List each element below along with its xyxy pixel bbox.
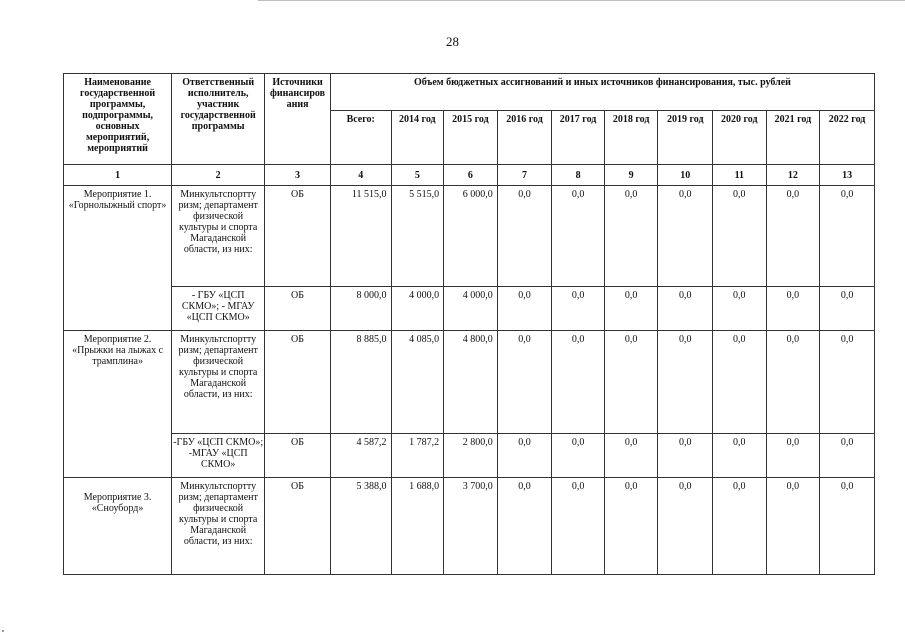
value-year: 0,0 xyxy=(658,186,713,287)
value-year: 0,0 xyxy=(497,433,552,477)
header-year: 2021 год xyxy=(766,111,820,165)
value-year: 4 000,0 xyxy=(444,287,498,331)
value-year: 5 515,0 xyxy=(391,186,444,287)
event-name: Мероприятие 1. «Горнолыжный спорт» xyxy=(64,186,172,331)
column-number: 9 xyxy=(604,165,658,186)
header-funding-source: Источники финансиров ания xyxy=(265,74,331,165)
column-number: 3 xyxy=(265,165,331,186)
value-total: 8 000,0 xyxy=(330,287,391,331)
event-name: Мероприятие 3. «Сноуборд» xyxy=(64,477,172,574)
value-year: 0,0 xyxy=(497,477,552,574)
header-year: 2014 год xyxy=(391,111,444,165)
column-number: 10 xyxy=(658,165,713,186)
executor: - ГБУ «ЦСП СКМО»; - МГАУ «ЦСП СКМО» xyxy=(172,287,265,331)
value-year: 0,0 xyxy=(713,287,767,331)
table-row xyxy=(64,186,875,287)
header-year: 2020 год xyxy=(713,111,767,165)
column-number: 1 xyxy=(64,165,172,186)
value-year: 0,0 xyxy=(552,287,605,331)
page-number: 28 xyxy=(446,34,459,49)
header-executor: Ответственный исполнитель, участник государственной программы xyxy=(172,74,265,165)
value-year: 0,0 xyxy=(658,331,713,433)
value-year: 1 688,0 xyxy=(391,477,444,574)
executor: Минкультспортту ризм; департамент физической культуры и спорта Магаданской области, из них: xyxy=(172,331,265,433)
value-year: 0,0 xyxy=(766,287,820,331)
executor: -ГБУ «ЦСП СКМО»; -МГАУ «ЦСП СКМО» xyxy=(172,433,265,477)
value-year: 0,0 xyxy=(658,287,713,331)
value-year: 0,0 xyxy=(820,433,875,477)
funding-source: ОБ xyxy=(265,433,331,477)
header-year: 2016 год xyxy=(497,111,552,165)
header-program-name: Наименование государственной программы, подпрограммы, основных мероприятий, мероприятий xyxy=(64,74,172,165)
header-year: 2018 год xyxy=(604,111,658,165)
column-number: 4 xyxy=(330,165,391,186)
header-year: 2017 год xyxy=(552,111,605,165)
scan-speck xyxy=(2,630,4,632)
value-year: 0,0 xyxy=(552,331,605,433)
value-year: 0,0 xyxy=(604,477,658,574)
value-year: 0,0 xyxy=(552,477,605,574)
value-year: 0,0 xyxy=(713,186,767,287)
budget-table xyxy=(63,73,875,575)
executor: Минкультспортту ризм; департамент физической культуры и спорта Магаданской области, из них: xyxy=(172,477,265,574)
value-year: 4 800,0 xyxy=(444,331,498,433)
value-year: 3 700,0 xyxy=(444,477,498,574)
executor: Минкультспортту ризм; департамент физической культуры и спорта Магаданской области, из них: xyxy=(172,186,265,287)
value-year: 0,0 xyxy=(766,477,820,574)
value-year: 0,0 xyxy=(658,433,713,477)
value-year: 0,0 xyxy=(766,186,820,287)
value-year: 0,0 xyxy=(604,287,658,331)
funding-source: ОБ xyxy=(265,186,331,287)
value-year: 0,0 xyxy=(713,433,767,477)
value-total: 5 388,0 xyxy=(330,477,391,574)
table-row xyxy=(64,477,875,574)
value-year: 0,0 xyxy=(552,186,605,287)
header-year: 2019 год xyxy=(658,111,713,165)
table-row xyxy=(64,287,875,331)
value-year: 0,0 xyxy=(604,331,658,433)
value-year: 0,0 xyxy=(766,331,820,433)
table-row xyxy=(64,331,875,433)
value-total: 11 515,0 xyxy=(330,186,391,287)
column-number-row xyxy=(64,165,875,186)
value-year: 4 000,0 xyxy=(391,287,444,331)
value-year: 0,0 xyxy=(604,433,658,477)
funding-source: ОБ xyxy=(265,287,331,331)
value-year: 6 000,0 xyxy=(444,186,498,287)
value-year: 0,0 xyxy=(820,186,875,287)
column-number: 5 xyxy=(391,165,444,186)
column-number: 13 xyxy=(820,165,875,186)
event-name: Мероприятие 2. «Прыжки на лыжах с трамплина» xyxy=(64,331,172,477)
header-year: 2022 год xyxy=(820,111,875,165)
value-total: 8 885,0 xyxy=(330,331,391,433)
value-year: 0,0 xyxy=(497,186,552,287)
header-budget-volume: Объем бюджетных ассигнований и иных источников финансирования, тыс. рублей xyxy=(330,74,874,111)
value-year: 0,0 xyxy=(497,287,552,331)
table-row xyxy=(64,433,875,477)
value-year: 0,0 xyxy=(820,331,875,433)
value-year: 0,0 xyxy=(820,477,875,574)
top-rule xyxy=(258,0,905,2)
value-year: 0,0 xyxy=(820,287,875,331)
value-year: 0,0 xyxy=(766,433,820,477)
value-year: 0,0 xyxy=(497,331,552,433)
value-year: 1 787,2 xyxy=(391,433,444,477)
header-total: Всего: xyxy=(330,111,391,165)
funding-source: ОБ xyxy=(265,477,331,574)
value-year: 4 085,0 xyxy=(391,331,444,433)
funding-source: ОБ xyxy=(265,331,331,433)
value-year: 0,0 xyxy=(552,433,605,477)
column-number: 6 xyxy=(444,165,498,186)
value-year: 2 800,0 xyxy=(444,433,498,477)
value-total: 4 587,2 xyxy=(330,433,391,477)
header-year: 2015 год xyxy=(444,111,498,165)
value-year: 0,0 xyxy=(713,477,767,574)
column-number: 8 xyxy=(552,165,605,186)
column-number: 2 xyxy=(172,165,265,186)
value-year: 0,0 xyxy=(604,186,658,287)
column-number: 11 xyxy=(713,165,767,186)
column-number: 12 xyxy=(766,165,820,186)
column-number: 7 xyxy=(497,165,552,186)
value-year: 0,0 xyxy=(658,477,713,574)
value-year: 0,0 xyxy=(713,331,767,433)
